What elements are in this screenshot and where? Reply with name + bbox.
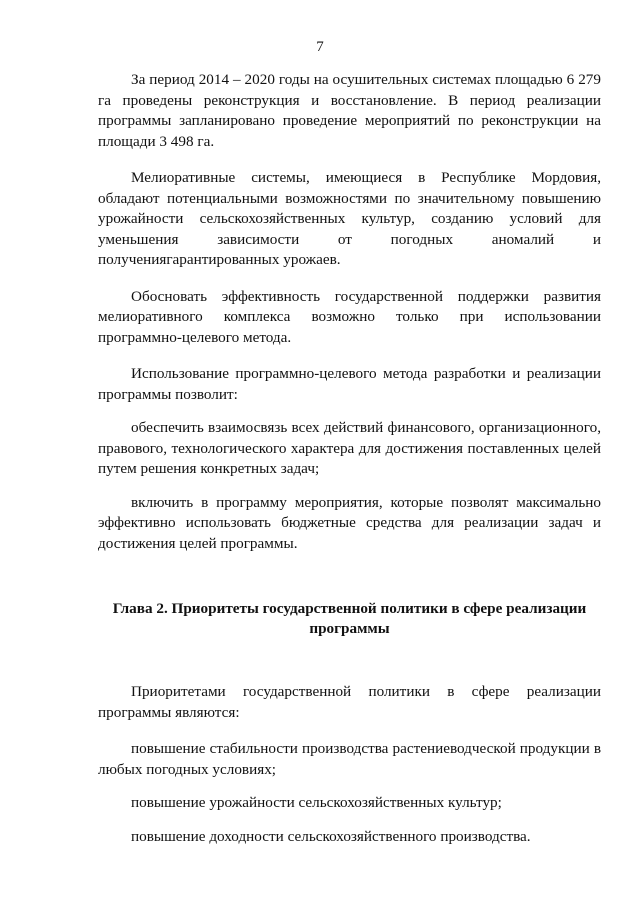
list-item-ensure-interconnection: обеспечить взаимосвязь всех действий финансового, организационного, правового, технологического характера для достижения поставленных целей путем решения конкретных задач; <box>98 419 601 477</box>
chapter-title: Глава 2. Приоритеты государственной политики в сфере реализации программы <box>112 600 587 637</box>
paragraph-substantiation: Обосновать эффективность государственной поддержки развития мелиоративного комплекса возможно только при использовании программно-целевого метода. <box>98 287 601 346</box>
paragraph-reconstruction-period: За период 2014 – 2020 годы на осушительных системах площадью 6 279 га проведены реконструкция и восстановление. В период реализации программы запланировано проведение мероприятий по реконструкции на площади 3 498 га. <box>98 71 601 150</box>
paragraph-melioration-systems: Мелиоративные системы, имеющиеся в Республике Мордовия, обладают потенциальными возможностями по значительному повышению урожайности сельскохозяйственных культур, созданию условий для уменьшения зависимости от погодных аномалий и получениягарантированных урожаев. <box>98 169 601 268</box>
list-item-profitability: повышение доходности сельскохозяйственного производства. <box>131 827 531 845</box>
list-item-include-measures: включить в программу мероприятия, которые позволят максимально эффективно использовать бюджетные средства для реализации задач и достижения целей программы. <box>98 493 601 552</box>
paragraph-priorities: Приоритетами государственной политики в сфере реализации программы являются: <box>98 683 601 721</box>
paragraph-method-usage: Использование программно-целевого метода разработки и реализации программы позволит: <box>98 365 601 403</box>
document-body <box>98 70 601 860</box>
list-item-stability: повышение стабильности производства растениеводческой продукции в любых погодных условиях; <box>98 740 601 778</box>
page-number: 7 <box>316 39 324 55</box>
list-item-yield: повышение урожайности сельскохозяйственных культур; <box>131 794 502 811</box>
